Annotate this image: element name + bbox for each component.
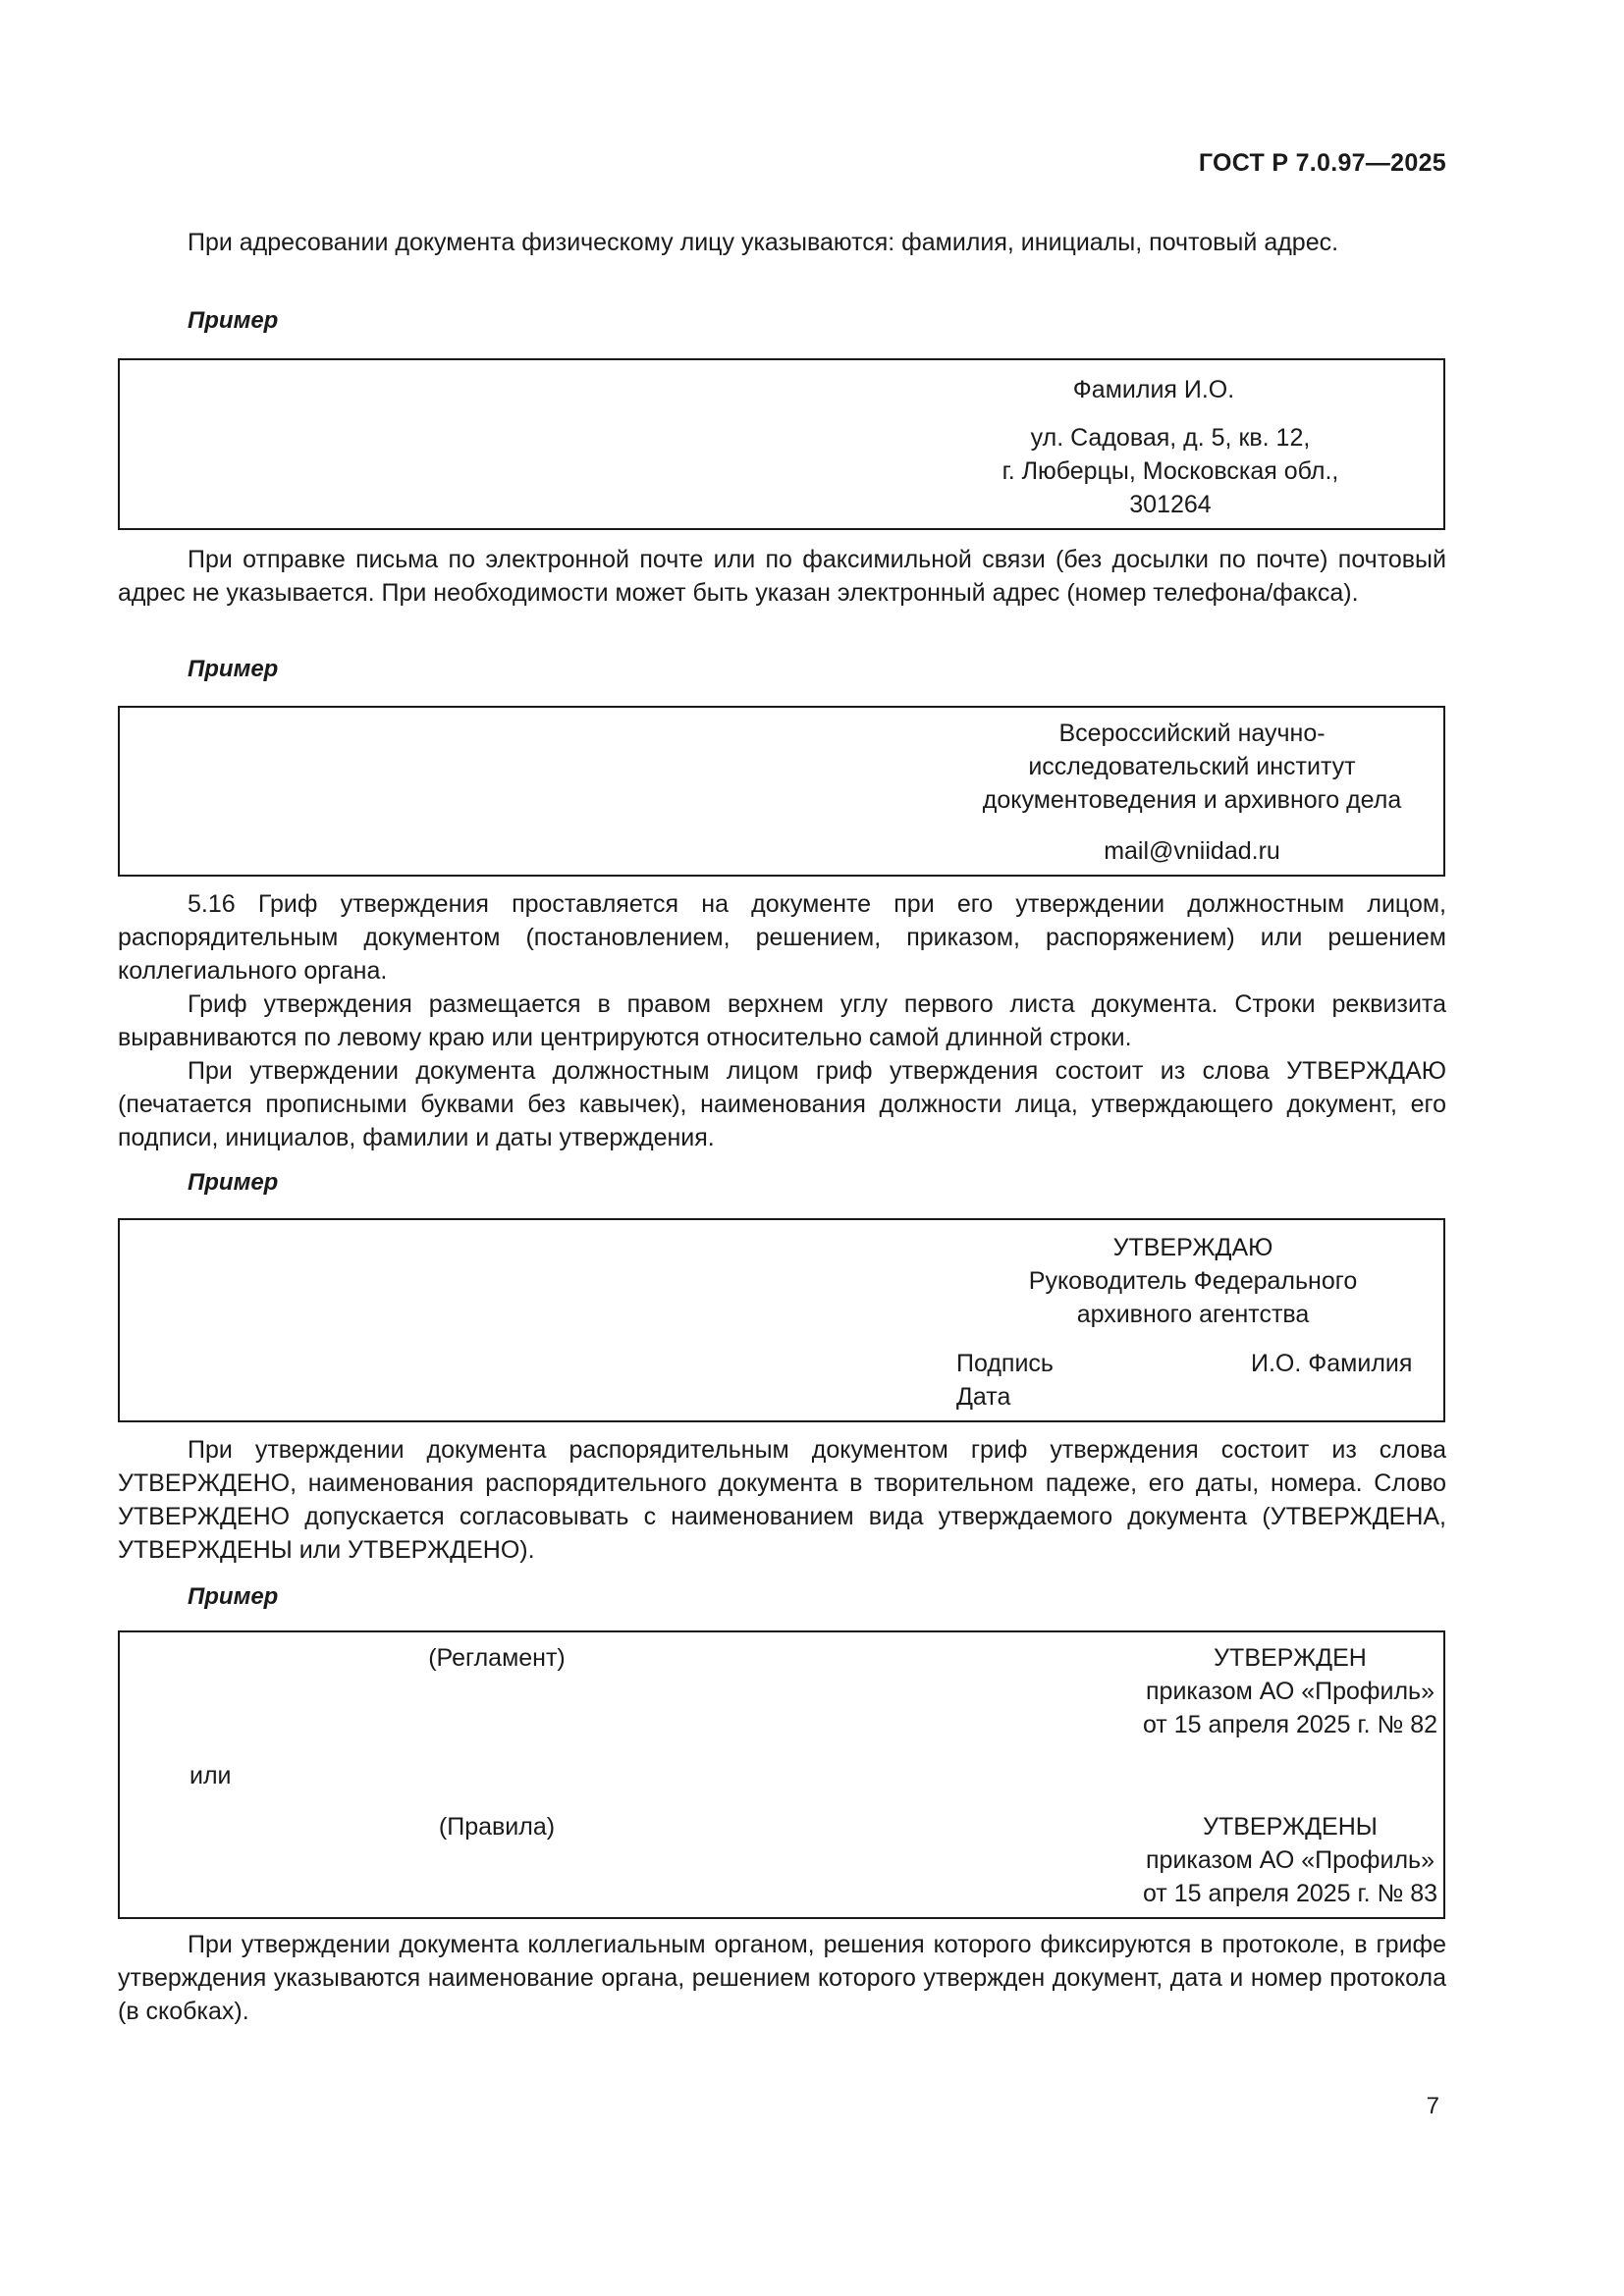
date-label: Дата [956,1383,1011,1411]
example-box-order-approval [118,1630,1445,1919]
paragraph-text: При отправке письма по электронной почте или по факсимильной связи (без досылки по почте) почтовый адрес не указывается. При необходимости может быть указан электронный адрес (номер телефона/факса). [118,546,1446,607]
example-label: Пример [188,307,279,334]
paragraph-grif-placement [118,988,1446,1054]
paragraph-text: Гриф утверждения размещается в правом верхнем углу первого листа документа. Строки реквизита выравниваются по левому краю или центрируются относительно самой длинной строки. [118,990,1446,1051]
addressee-name: Фамилия И.О. [1072,376,1235,403]
example-box-org-email [118,706,1445,877]
org-name-line3: документоведения и архивного дела [982,786,1402,814]
paragraph-addressing-individual [118,226,1446,259]
document-type-reglament: (Регламент) [428,1644,566,1672]
org-name-line2: исследовательский институт [1028,753,1356,780]
signature-label: Подпись [956,1350,1054,1377]
paragraph-collegial-approval [118,1928,1446,2028]
address-city: г. Люберцы, Московская обл., [1001,457,1339,485]
example-label: Пример [188,656,279,682]
paragraph-text: При утверждении документа должностным лицом гриф утверждения состоит из слова УТВЕРЖДАЮ (печатается прописными буквами без кавычек), наименования должности лица, утверждающего документ, его подписи, инициалов, фамилии и даты утверждения. [118,1057,1446,1151]
org-email: mail@vniidad.ru [1104,837,1280,865]
standard-code: ГОСТ Р 7.0.97—2025 [1198,149,1446,177]
approver-position-line2: архивного агентства [1076,1301,1310,1328]
paragraph-text: 5.16 Гриф утверждения проставляется на документе при его утверждении должностным лицом, распорядительным документом (постановлением, решением, приказом, распоряжением) или решением коллегиального органа. [118,890,1446,985]
paragraph-text: При утверждении документа коллегиальным органом, решения которого фиксируются в протоколе, в грифе утверждения указываются наименование органа, решением которого утвержден документ, дата и номер протокола (в скобках). [118,1931,1446,2025]
approving-order-date-b: от 15 апреля 2025 г. № 83 [1142,1880,1438,1907]
example-box-individual-address [118,358,1445,530]
page-number: 7 [1426,2093,1439,2119]
org-name-line1: Всероссийский научно- [1058,720,1326,747]
example-box-official-approval [118,1218,1445,1422]
approved-word-b: УТВЕРЖДЕНЫ [1203,1813,1378,1841]
paragraph-order-approval [118,1433,1446,1567]
document-type-rules: (Правила) [438,1813,556,1841]
approved-word-a: УТВЕРЖДЕН [1214,1644,1367,1672]
address-zip: 301264 [1129,491,1212,518]
example-label: Пример [188,1583,279,1610]
example-label: Пример [188,1169,279,1196]
approver-name: И.О. Фамилия [1251,1350,1413,1377]
approving-order-b: приказом АО «Профиль» [1146,1846,1435,1874]
approving-order-a: приказом АО «Профиль» [1146,1678,1435,1705]
address-street: ул. Садовая, д. 5, кв. 12, [1030,424,1311,452]
paragraph-official-approval [118,1054,1446,1154]
paragraph-text: При адресовании документа физическому лицу указываются: фамилия, инициалы, почтовый адрес. [188,229,1339,256]
approving-order-date-a: от 15 апреля 2025 г. № 82 [1142,1711,1438,1738]
or-word: или [189,1762,232,1789]
paragraph-5-16 [118,887,1446,988]
approve-word: УТВЕРЖДАЮ [1112,1234,1273,1261]
paragraph-text: При утверждении документа распорядительным документом гриф утверждения состоит из слова УТВЕРЖДЕНО, наименования распорядительного документа в творительном падеже, его даты, номера. Слово УТВЕРЖДЕНО допускается согласовывать с наименованием вида утверждаемого документа (УТВЕРЖДЕНА, УТВЕРЖДЕНЫ или УТВЕРЖДЕНО). [118,1436,1446,1564]
approver-position-line1: Руководитель Федерального [1028,1267,1358,1295]
paragraph-email-fax [118,543,1446,610]
